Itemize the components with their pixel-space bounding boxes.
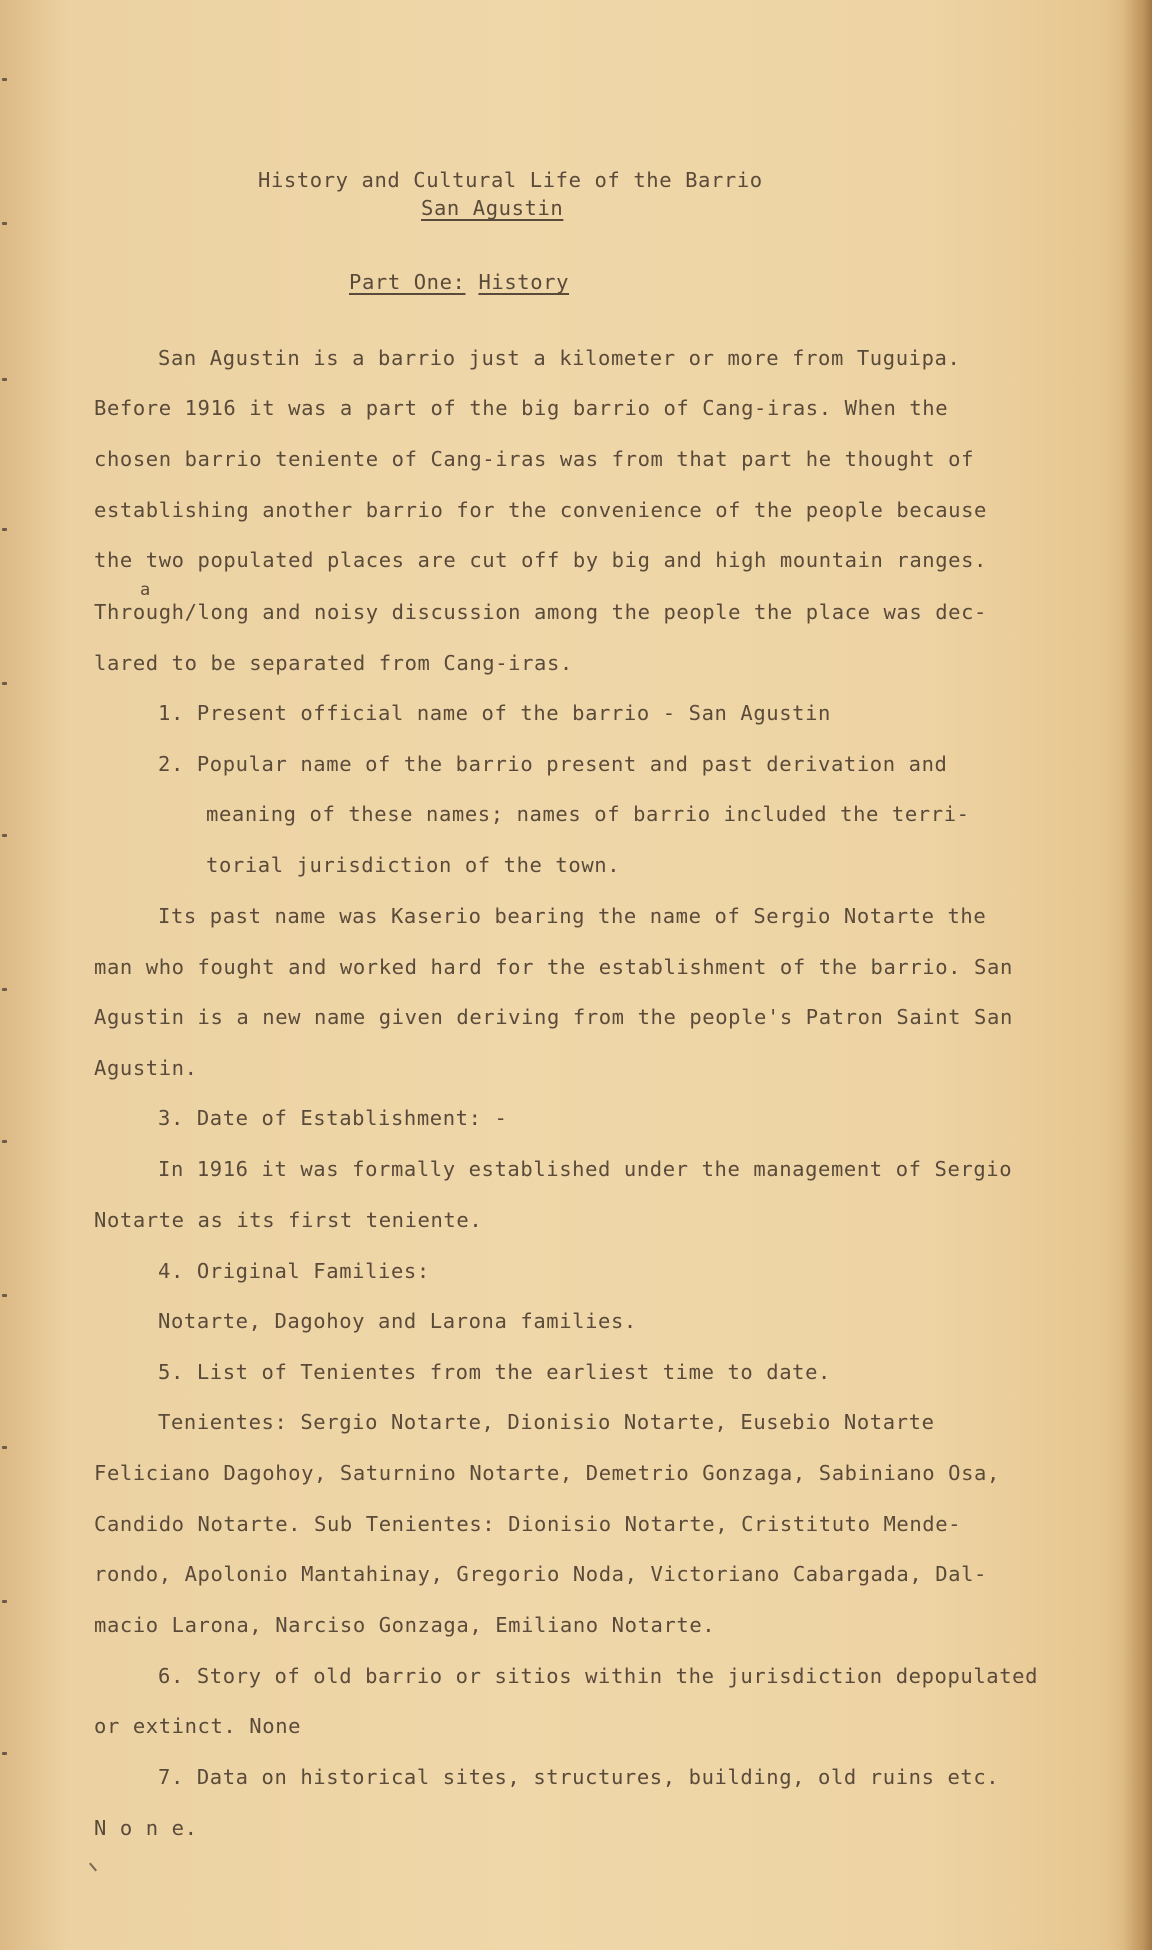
document-title: History and Cultural Life of the Barrio	[258, 168, 763, 192]
body-line: Agustin.	[94, 1056, 198, 1080]
body-line: Before 1916 it was a part of the big barrio of Cang-iras. When the	[94, 396, 949, 420]
page-edge-shadow	[1124, 0, 1152, 1950]
list-item-continuation: meaning of these names; names of barrio included the terri-	[206, 802, 970, 826]
body-line: or extinct. None	[94, 1714, 302, 1738]
body-line: Candido Notarte. Sub Tenientes: Dionisio Notarte, Cristituto Mende-	[94, 1512, 962, 1536]
body-line: N o n e.	[94, 1816, 198, 1840]
binding-mark	[2, 528, 7, 531]
section-heading-value: History	[478, 270, 570, 294]
list-item: 3. Date of Establishment: -	[158, 1106, 508, 1130]
body-line: chosen barrio teniente of Cang-iras was from that part he thought of	[94, 447, 975, 471]
body-line: Agustin is a new name given deriving from the people's Patron Saint San	[94, 1005, 1013, 1029]
binding-mark	[2, 682, 7, 685]
body-line: lared to be separated from Cang-iras.	[94, 651, 573, 675]
binding-mark	[2, 1446, 7, 1449]
body-line: rondo, Apolonio Mantahinay, Gregorio Noda, Victoriano Cabargada, Dal-	[94, 1562, 988, 1586]
binding-mark	[2, 834, 7, 837]
list-item: 2. Popular name of the barrio present and past derivation and	[158, 752, 948, 776]
body-line: establishing another barrio for the convenience of the people because	[94, 498, 988, 522]
document-subtitle: San Agustin	[421, 196, 564, 220]
binding-mark	[2, 1752, 7, 1755]
section-heading	[349, 270, 569, 294]
binding-mark	[2, 1600, 7, 1603]
interlinear-insert: a	[140, 580, 151, 600]
stray-pen-mark	[89, 1863, 97, 1872]
body-line: Through/long and noisy discussion among the people the place was dec-	[94, 600, 988, 624]
binding-mark	[2, 222, 7, 225]
section-heading-label: Part One:	[349, 270, 466, 294]
body-line: In 1916 it was formally established under the management of Sergio	[158, 1157, 1013, 1181]
body-line: Notarte as its first teniente.	[94, 1208, 483, 1232]
body-line: Its past name was Kaserio bearing the name of Sergio Notarte the	[158, 904, 987, 928]
binding-marks	[0, 0, 12, 1950]
binding-mark	[2, 1140, 7, 1143]
list-item: 5. List of Tenientes from the earliest time to date.	[158, 1360, 831, 1384]
list-item: 6. Story of old barrio or sitios within the jurisdiction depopulated	[158, 1664, 1039, 1688]
list-item-continuation: torial jurisdiction of the town.	[206, 853, 621, 877]
body-line: macio Larona, Narciso Gonzaga, Emiliano Notarte.	[94, 1613, 716, 1637]
body-line: Feliciano Dagohoy, Saturnino Notarte, Demetrio Gonzaga, Sabiniano Osa,	[94, 1461, 1000, 1485]
list-item: 4. Original Families:	[158, 1259, 430, 1283]
binding-mark	[2, 78, 7, 81]
binding-mark	[2, 988, 7, 991]
list-item: 1. Present official name of the barrio - San Agustin	[158, 701, 831, 725]
body-line: San Agustin is a barrio just a kilometer or more from Tuguipa.	[158, 346, 961, 370]
binding-mark	[2, 1294, 7, 1297]
binding-mark	[2, 378, 7, 381]
body-line: Tenientes: Sergio Notarte, Dionisio Notarte, Eusebio Notarte	[158, 1410, 935, 1434]
body-line: Notarte, Dagohoy and Larona families.	[158, 1309, 637, 1333]
list-item: 7. Data on historical sites, structures, building, old ruins etc.	[158, 1765, 1000, 1789]
body-line: the two populated places are cut off by big and high mountain ranges.	[94, 548, 988, 572]
body-line: man who fought and worked hard for the establishment of the barrio. San	[94, 955, 1013, 979]
